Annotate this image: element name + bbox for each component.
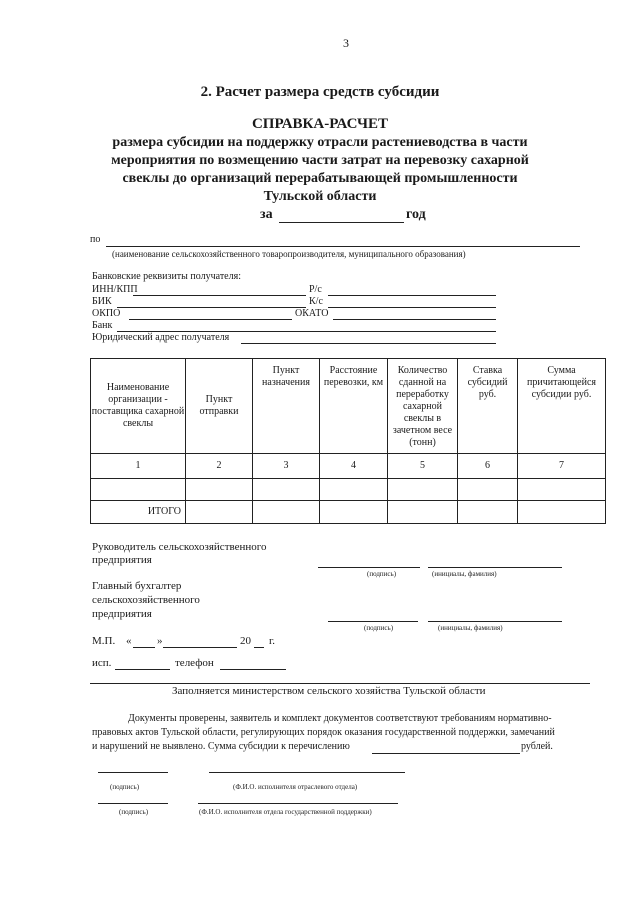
ministry-exec1-caption: (Ф.И.О. исполнителя отраслевого отдела): [233, 783, 358, 791]
header-origin: Пункт отправки: [186, 359, 253, 454]
recipient-prefix: по: [90, 234, 101, 245]
table-cell[interactable]: [388, 501, 458, 524]
bank-label: Банк: [92, 320, 113, 331]
subsidy-amount-line[interactable]: [372, 753, 520, 754]
head-title-line: Руководитель сельскохозяйственного: [92, 541, 267, 553]
date-year-line[interactable]: [254, 647, 264, 648]
ministry-exec2-line[interactable]: [198, 803, 398, 804]
inn-line: [133, 295, 306, 296]
ministry-text-line: Документы проверены, заявитель и комплект документов соответствуют требованиям нормативно-: [128, 713, 552, 724]
ministry-exec2-caption: (Ф.И.О. исполнителя отдела государственной поддержки): [199, 808, 372, 816]
bik-line: [117, 307, 306, 308]
date-month-line[interactable]: [163, 647, 237, 648]
recipient-line: [106, 246, 580, 247]
table-cell[interactable]: [458, 479, 518, 501]
period-prefix: за: [260, 207, 273, 222]
year-suffix: г.: [269, 635, 276, 647]
okpo-label: ОКПО: [92, 308, 121, 319]
table-cell[interactable]: [518, 479, 606, 501]
rubles-label: рублей.: [521, 741, 553, 752]
head-title-line: предприятия: [92, 554, 152, 566]
table-cell[interactable]: [320, 479, 388, 501]
column-number: 4: [320, 454, 388, 479]
exec-label: исп.: [92, 657, 112, 669]
subtitle-line: свеклы до организаций перерабатывающей промышленности: [122, 171, 518, 186]
ministry-sign2-line[interactable]: [98, 803, 168, 804]
ks-line: [328, 307, 496, 308]
table-cell[interactable]: [91, 479, 186, 501]
date-open-quote: «: [126, 635, 132, 647]
phone-line[interactable]: [220, 669, 286, 670]
table-cell[interactable]: [458, 501, 518, 524]
date-close-quote: »: [157, 635, 163, 647]
table-cell[interactable]: [388, 479, 458, 501]
okato-line: [333, 319, 496, 320]
recipient-caption: (наименование сельскохозяйственного товаропроизводителя, муниципального образования): [112, 249, 466, 259]
year-prefix: 20: [240, 635, 251, 647]
table-cell[interactable]: [518, 501, 606, 524]
accountant-name-caption: (инициалы, фамилия): [438, 624, 503, 632]
column-number: 2: [186, 454, 253, 479]
ministry-heading: Заполняется министерством сельского хозяйства Тульской области: [172, 685, 486, 697]
okato-label: ОКАТО: [295, 308, 329, 319]
table-cell[interactable]: [186, 479, 253, 501]
accountant-title-line: сельскохозяйственного: [92, 594, 200, 606]
column-number-row: [91, 454, 606, 479]
head-name-line[interactable]: [428, 567, 562, 568]
ministry-sign1-caption: (подпись): [110, 783, 140, 791]
accountant-name-line[interactable]: [428, 621, 562, 622]
header-amount: Сумма причитающейся субсидии руб.: [518, 359, 606, 454]
okpo-line: [129, 319, 292, 320]
exec-line[interactable]: [115, 669, 170, 670]
total-row: [91, 501, 606, 524]
table-cell[interactable]: [320, 501, 388, 524]
column-number: 7: [518, 454, 606, 479]
bik-label: БИК: [92, 296, 112, 307]
table-cell[interactable]: [253, 479, 320, 501]
total-label: ИТОГО: [91, 501, 186, 524]
doc-title: СПРАВКА-РАСЧЕТ: [251, 116, 389, 132]
table-cell[interactable]: [186, 501, 253, 524]
period-year-line: [279, 222, 404, 223]
head-sign-caption: (подпись): [367, 570, 397, 578]
page-number: 3: [343, 36, 349, 50]
rs-line: [328, 295, 496, 296]
accountant-signature-line[interactable]: [328, 621, 418, 622]
address-line: [241, 343, 496, 344]
date-day-line[interactable]: [133, 647, 155, 648]
phone-label: телефон: [175, 657, 214, 669]
subtitle-line: мероприятия по возмещению части затрат на перевозку сахарной: [111, 153, 529, 168]
column-number: 5: [388, 454, 458, 479]
mp-label: М.П.: [92, 635, 116, 647]
ks-label: К/с: [309, 296, 323, 307]
table-cell[interactable]: [253, 501, 320, 524]
bank-heading: Банковские реквизиты получателя:: [92, 271, 241, 282]
section-title: 2. Расчет размера средств субсидии: [200, 84, 440, 100]
header-destination: Пункт назначения: [253, 359, 320, 454]
subtitle-line: размера субсидии на поддержку отрасли растениеводства в части: [112, 135, 528, 150]
header-quantity: Количество сданной на переработку сахарной свеклы в зачетном весе (тонн): [388, 359, 458, 454]
inn-label: ИНН/КПП: [92, 284, 138, 295]
ministry-sign2-caption: (подпись): [119, 808, 149, 816]
head-name-caption: (инициалы, фамилия): [432, 570, 497, 578]
column-number: 3: [253, 454, 320, 479]
ministry-text-line: правовых актов Тульской области, регулирующих порядок оказания государственной поддержки, замечаний: [92, 727, 555, 738]
ministry-exec1-line[interactable]: [209, 772, 405, 773]
accountant-title-line: предприятия: [92, 608, 152, 620]
ministry-text-line: и нарушений не выявлено. Сумма субсидии к перечислению: [92, 741, 350, 752]
column-number: 1: [91, 454, 186, 479]
rs-label: Р/с: [309, 284, 322, 295]
table-row: [91, 479, 606, 501]
header-distance: Расстояние перевозки, км: [320, 359, 388, 454]
column-number: 6: [458, 454, 518, 479]
ministry-sign1-line[interactable]: [98, 772, 168, 773]
header-rate: Ставка субсидий руб.: [458, 359, 518, 454]
accountant-title-line: Главный бухгалтер: [92, 580, 182, 592]
period-suffix: год: [406, 207, 426, 222]
header-supplier: Наименование организации - поставщика сахарной свеклы: [91, 359, 186, 454]
head-signature-line[interactable]: [318, 567, 420, 568]
subtitle-line: Тульской области: [263, 189, 377, 204]
section-divider: [90, 683, 590, 684]
address-label: Юридический адрес получателя: [92, 332, 230, 343]
subsidy-table: [90, 358, 606, 524]
accountant-sign-caption: (подпись): [364, 624, 394, 632]
